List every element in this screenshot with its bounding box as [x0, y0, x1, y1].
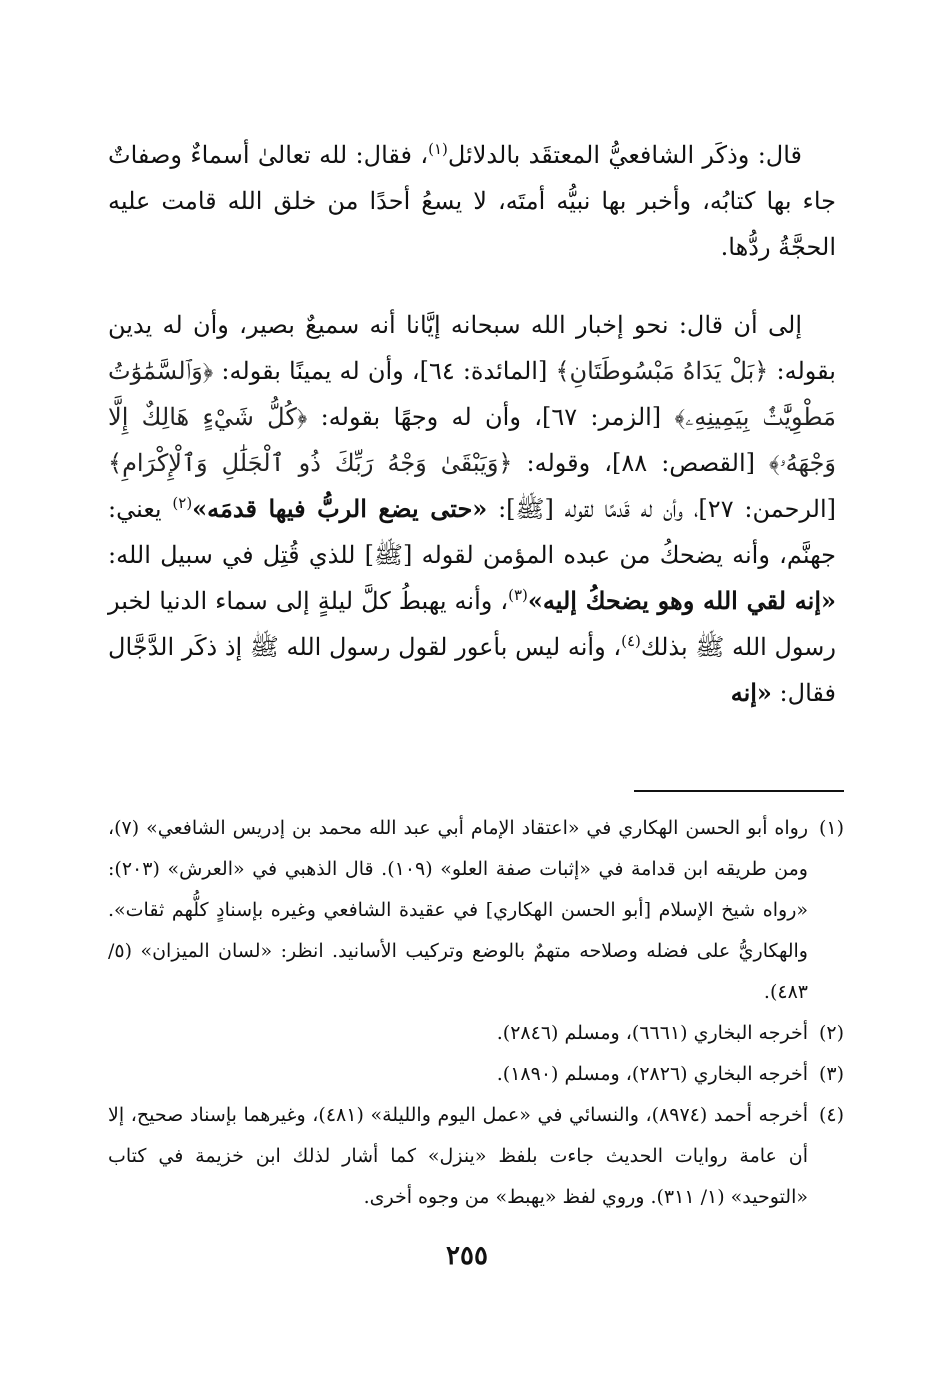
footnote-text: أخرجه البخاري (٦٦٦١)، ومسلم (٢٨٤٦). — [496, 1022, 808, 1044]
footnote-ref-1[interactable]: (١) — [428, 140, 448, 158]
footnote-text: أخرجه أحمد (٨٩٧٤)، والنسائي في «عمل اليوم والليلة» (٤٨١)، وغيرهما بإسناد صحيح، إلا أن عامة روايات الحديث جاءت بلفظ «ينزل» كما أشار لذلك ابن خزيمة في كتاب «التوحيد» (١/ ٣١١). وروي لفظ «يهبط» من وجوه أخرى. — [108, 1104, 808, 1208]
paragraph-segment: يعني: جهنَّم، وأنه يضحكُ من عبده المؤمن لقوله [ﷺ] للذي قُتِل في سبيل الله: — [108, 495, 836, 569]
verse-reference-1: [المائدة: ٦٤] — [419, 357, 556, 385]
footnotes — [108, 808, 844, 1218]
quran-verse-4: ﴿وَيَبْقَىٰ وَجْهُ رَبِّكَ ذُو ٱلْجَلَٰلِ وَٱلْإِكْرَامِ﴾ — [108, 449, 513, 477]
footnote-item — [108, 1013, 844, 1054]
verse-reference-3: [القصص: ٨٨] — [612, 449, 770, 477]
footnote-number: (٢) — [818, 1022, 844, 1044]
verse-reference-4: [الرحمن: ٢٧] — [698, 495, 837, 523]
footnote-number: (٣) — [818, 1063, 844, 1085]
paragraph-segment: ، وأنه يهبطُ كلَّ ليلةٍ إلى سماء الدنيا لخبر رسول الله ﷺ بذلك — [108, 587, 836, 661]
hadith-quote-2: «إنه لقي الله وهو يضحكُ إليه» — [527, 586, 837, 615]
page-number: ٢٥٥ — [446, 1241, 488, 1271]
footnote-item — [108, 1054, 844, 1095]
verse-reference-2: [الزمر: ٦٧] — [541, 403, 675, 431]
paragraph-segment: ، فقال: لله تعالىٰ أسماءٌ وصفاتٌ جاء بها كتابُه، وأخبر بها نبيُّه أمتَه، لا يسعُ أحدًا من خلق الله قامت عليه الحجَّةُ ردُّها. — [108, 141, 836, 261]
paragraph-segment: ، وأن له يمينًا بقوله: — [213, 357, 420, 385]
paragraph-segment: قال: وذكَر الشافعيُّ المعتقَد بالدلائل — [447, 141, 803, 169]
quran-verse-3: ﴿كُلُّ شَيْءٍ هَالِكٌ إِلَّا وَجْهَهُۥ﴾ — [108, 403, 837, 477]
main-paragraph-1 — [108, 132, 836, 270]
footnote-text: أخرجه البخاري (٢٨٢٦)، ومسلم (١٨٩٠). — [496, 1063, 808, 1085]
paragraph-segment: ، وأن له قَدمًا لقوله [ﷺ]: — [487, 495, 699, 523]
footnote-item — [108, 1095, 844, 1218]
paragraph-segment: إلى أن قال: نحو إخبار الله سبحانه إيَّانا أنه سميعٌ بصير، وأن له يدين بقوله: — [108, 311, 836, 385]
footnote-ref-4[interactable]: (٤) — [621, 632, 641, 650]
paragraph-segment: ، وأن له وجهًا بقوله: — [307, 403, 542, 431]
footnote-number: (١) — [818, 817, 844, 839]
footnote-divider — [634, 790, 844, 792]
footnote-number: (٤) — [818, 1104, 844, 1126]
hadith-quote-1: «حتى يضع الربُّ فيها قدمَه» — [192, 494, 488, 523]
paragraph-text — [108, 132, 836, 270]
paragraph-segment: ، وأنه ليس بأعور لقول رسول الله ﷺ إذ ذكَر الدَّجَّال فقال: — [108, 633, 836, 707]
hadith-quote-3: «إنه — [730, 678, 772, 707]
footnote-item — [108, 808, 844, 1013]
footnote-text: رواه أبو الحسن الهكاري في «اعتقاد الإمام أبي عبد الله محمد بن إدريس الشافعي» (٧)، ومن طريقه ابن قدامة في «إثبات صفة العلو» (١٠٩). قال الذهبي في «العرش» (٢٠٣): «رواه شيخ الإسلام [أبو الحسن الهكاري] في عقيدة الشافعي وغيره بإسنادٍ كلُّهم ثقات». والهكاريُّ على فضله وصلاحه متهمٌ بالوضع وتركيب الأسانيد. انظر: «لسان الميزان» (٥/ ٤٨٣). — [108, 817, 808, 1003]
quran-verse-2: ﴿وَٱلسَّمَٰوَٰتُ مَطْوِيَّٰتٌۢ بِيَمِينِهِۦ﴾ — [108, 357, 836, 431]
paragraph-segment: ، وقوله: — [512, 449, 613, 477]
paragraph-text — [108, 302, 836, 716]
footnote-ref-3[interactable]: (٣) — [508, 586, 528, 604]
footnote-ref-2[interactable]: (٢) — [172, 494, 193, 512]
main-paragraph-2 — [108, 302, 836, 716]
quran-verse-1: ﴿بَلْ يَدَاهُ مَبْسُوطَتَانِ﴾ — [555, 357, 769, 385]
